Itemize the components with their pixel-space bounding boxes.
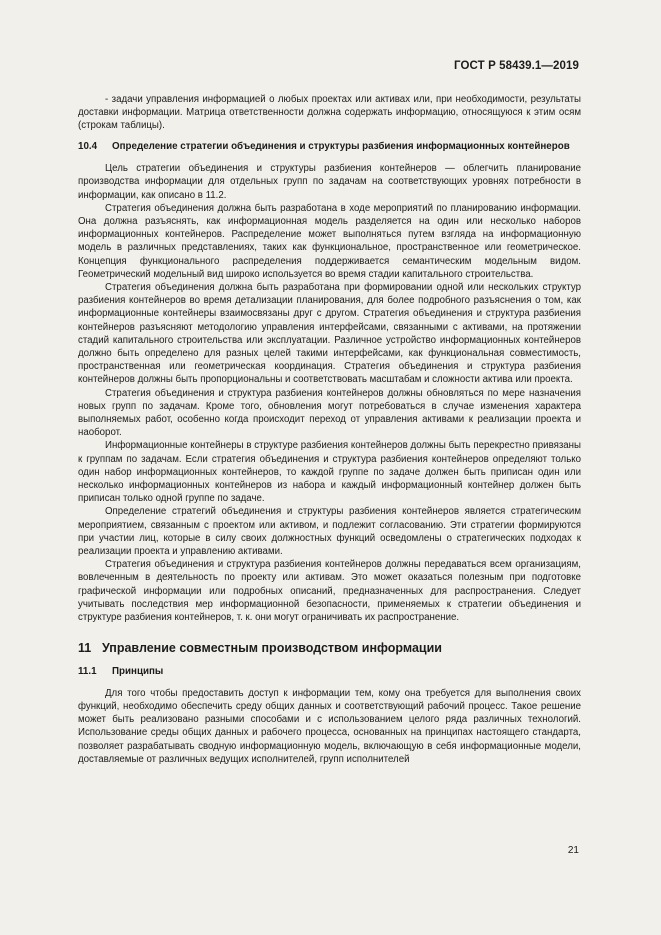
subsection-heading-11-1 [78,666,581,679]
paragraph: Стратегия объединения должна быть разработана при формировании одной или нескольких структур разбиения контейнеров во время детализации планирования, для более подробного разъяснения о том, как информационные контейнеры взаимосвязаны друг с другом. Стратегия объединения и структура разбиения контейнеров разъясняют методологию управления интерфейсами, связанными с активами, на протяжении стадий капитального строительства или эксплуатации. Различное устройство информационных контейнеров должно быть определено для разных целей такими интерфейсами, как функциональная совместимость, пространственная или геометрическая координация. Стратегия объединения и структура разбиения контейнеров должны быть пропорциональны и соответствовать масштабам и сложности актива или проекта. [78,281,581,386]
paragraph: Стратегия объединения и структура разбиения контейнеров должны передаваться всем организациям, вовлеченным в деятельность по проекту или активам. Это может оказаться полезным при подготовке графической информации или подробных описаний, предназначенных для распространения. Следует учитывать последствия мер информационной безопасности, применяемых к стратегии объединения и структуре разбиения контейнеров, т. к. они могут ограничивать их распространение. [78,559,581,624]
section-number: 11 [78,641,92,656]
paragraph: Информационные контейнеры в структуре разбиения контейнеров должны быть перекрестно привязаны к группам по задачам. Если стратегия объединения и структура разбиения контейнеров определяют только один набор информационных контейнеров, то каждой группе по задаче должен быть приписан один или несколько информационных контейнеров из набора и каждый информационный контейнер должен быть приписан только одной группе по задаче. [78,440,581,505]
paragraph: Цель стратегии объединения и структуры разбиения контейнеров — облегчить планирование производства информации для отдельных групп по задачам на соответствующих уровнях потребности в информации, как описано в 11.2. [78,163,581,201]
page-content [78,93,581,766]
subsection-title: Определение стратегии объединения и структуры разбиения информационных контейнеров [112,140,570,152]
subsection-title: Принципы [112,666,164,678]
subsection-number: 10.4 [78,140,98,152]
paragraph: Стратегия объединения должна быть разработана в ходе мероприятий по планированию информации. Она должна разъяснять, как информационная модель разделяется на один или несколько наборов информационных контейнеров. Распределение может выполняться путем взгляда на информационную модель в различных представлениях, таких как функциональное, пространственное или геометрическое. Концепция функционального распределения поддерживается семантическим модельным видом. Геометрический модельный вид широко используется во время стадии капитального строительства. [78,202,581,280]
paragraph: Стратегия объединения и структура разбиения контейнеров должны обновляться по мере назначения новых групп по задачам. Кроме того, обновления могут потребоваться в случае изменения характера выполняемых работ, особенно когда происходит переход от управления активами к реализации проекта и наоборот. [78,387,581,439]
section-heading-11 [78,640,581,656]
continuation-paragraph: - задачи управления информацией о любых проектах или активах или, при необходимости, результаты доставки информации. Матрица ответственности должна содержать информацию, относящуюся к этим осям (строкам таблицы). [78,94,581,132]
page-number: 21 [567,845,579,856]
paragraph: Определение стратегий объединения и структуры разбиения контейнеров является стратегическим мероприятием, связанным с проектом или активом, и подлежит согласованию. Эти стратегии формируются при участии лиц, которые в силу своих должностных функций осведомлены о стратегических подходах к реализации проекта и управлению активами. [78,506,581,557]
document-id-header: ГОСТ Р 58439.1—2019 [454,60,579,72]
subsection-heading-10-4 [78,141,581,154]
section-title: Управление совместным производством информации [102,641,442,656]
paragraph: Для того чтобы предоставить доступ к информации тем, кому она требуется для выполнения своих функций, необходимо обеспечить среду общих данных и соответствующий рабочий процесс. Такое решение может быть реализовано разными способами и с использованием целого ряда различных технологий. Использование среды общих данных и рабочего процесса, основанных на принципах настоящего стандарта, позволяет разрабатывать сводную информационную модель, включающую в себя информационные модели, доставляемые от различных ведущих исполнителей, групп исполнителей [78,687,581,765]
subsection-number: 11.1 [78,666,97,678]
